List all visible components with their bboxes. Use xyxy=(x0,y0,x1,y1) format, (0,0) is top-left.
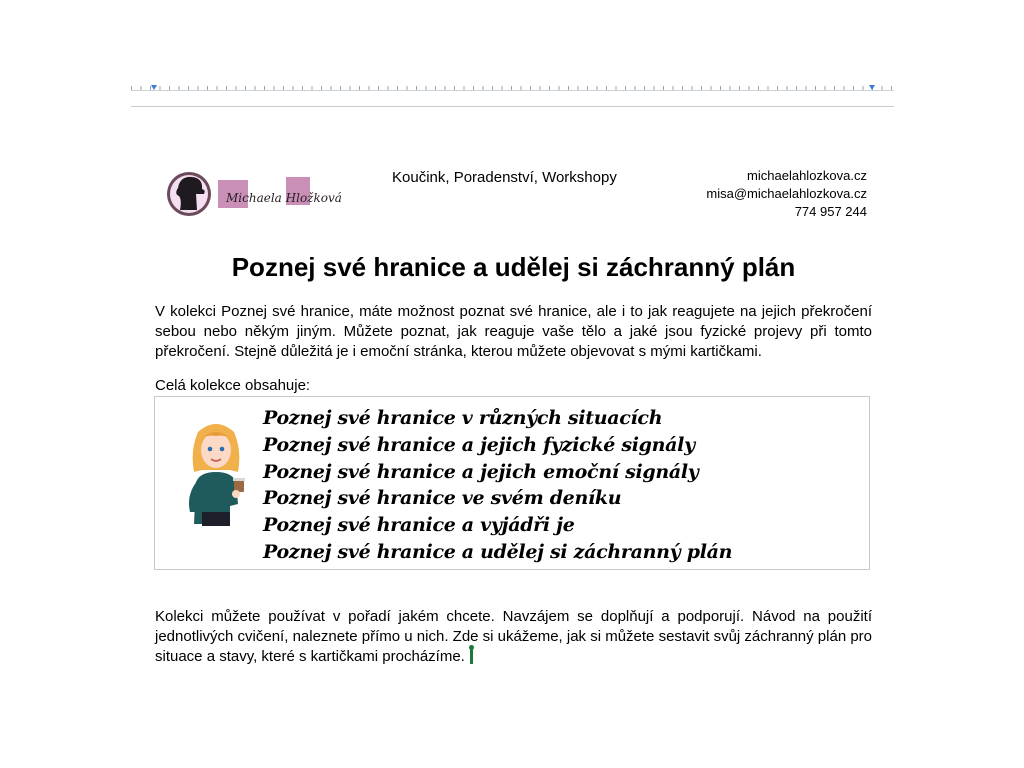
page-top-divider xyxy=(131,106,894,107)
contact-block xyxy=(706,167,867,221)
collection-item[interactable]: Poznej své hranice a jejich fyzické signály xyxy=(263,433,695,456)
collection-item[interactable]: Poznej své hranice ve svém deníku xyxy=(263,487,622,510)
collection-item[interactable]: Poznej své hranice a jejich emoční signály xyxy=(263,460,699,483)
document-title[interactable]: Poznej své hranice a udělej si záchranný plán xyxy=(231,252,796,282)
contains-label[interactable]: Celá kolekce obsahuje: xyxy=(155,377,311,394)
collection-item[interactable]: Poznej své hranice a udělej si záchranný plán xyxy=(263,540,733,563)
horizontal-ruler[interactable] xyxy=(131,82,894,96)
website-text: michaelahlozkova.cz xyxy=(747,168,867,183)
ruler-baseline xyxy=(131,90,894,91)
outro-paragraph[interactable] xyxy=(155,607,872,667)
tagline: Koučink, Poradenství, Workshopy xyxy=(392,169,617,186)
collection-item[interactable]: Poznej své hranice a vyjádři je xyxy=(263,514,575,537)
collection-item[interactable]: Poznej své hranice v různých situacích xyxy=(263,407,663,429)
collection-list xyxy=(263,405,732,566)
left-indent-marker[interactable] xyxy=(151,85,157,90)
logo-wordmark: Michaela Hložková xyxy=(226,191,342,205)
right-indent-marker[interactable] xyxy=(869,85,875,90)
outro-text[interactable]: Kolekci můžete používat v pořadí jakém chcete. Navzájem se doplňují a podporují. Návod na použití jednotlivých cvičení, naleznete přímo u nich. Zde si ukážeme, jak si můžete sestavit svůj záchranný plán pro situace a stavy, které s kartičkami procházíme. xyxy=(155,608,873,665)
phone-text: 774 957 244 xyxy=(794,204,867,219)
email-text: misa@michaelahlozkova.cz xyxy=(706,186,867,201)
company-logo xyxy=(166,170,350,218)
woman-with-coffee-illustration xyxy=(180,420,252,528)
intro-paragraph[interactable]: V kolekci Poznej své hranice, máte možnost poznat své hranice, ale i to jak reagujete na jejich překročení sebou nebo někým jiným. Můžete poznat, jak reaguje vaše tělo a jaké jsou fyzické projevy při tomto překročení. Stejně důležitá je i emoční stránka, kterou můžete objevovat s mými kartičkami. xyxy=(155,303,872,360)
text-cursor xyxy=(470,647,473,664)
